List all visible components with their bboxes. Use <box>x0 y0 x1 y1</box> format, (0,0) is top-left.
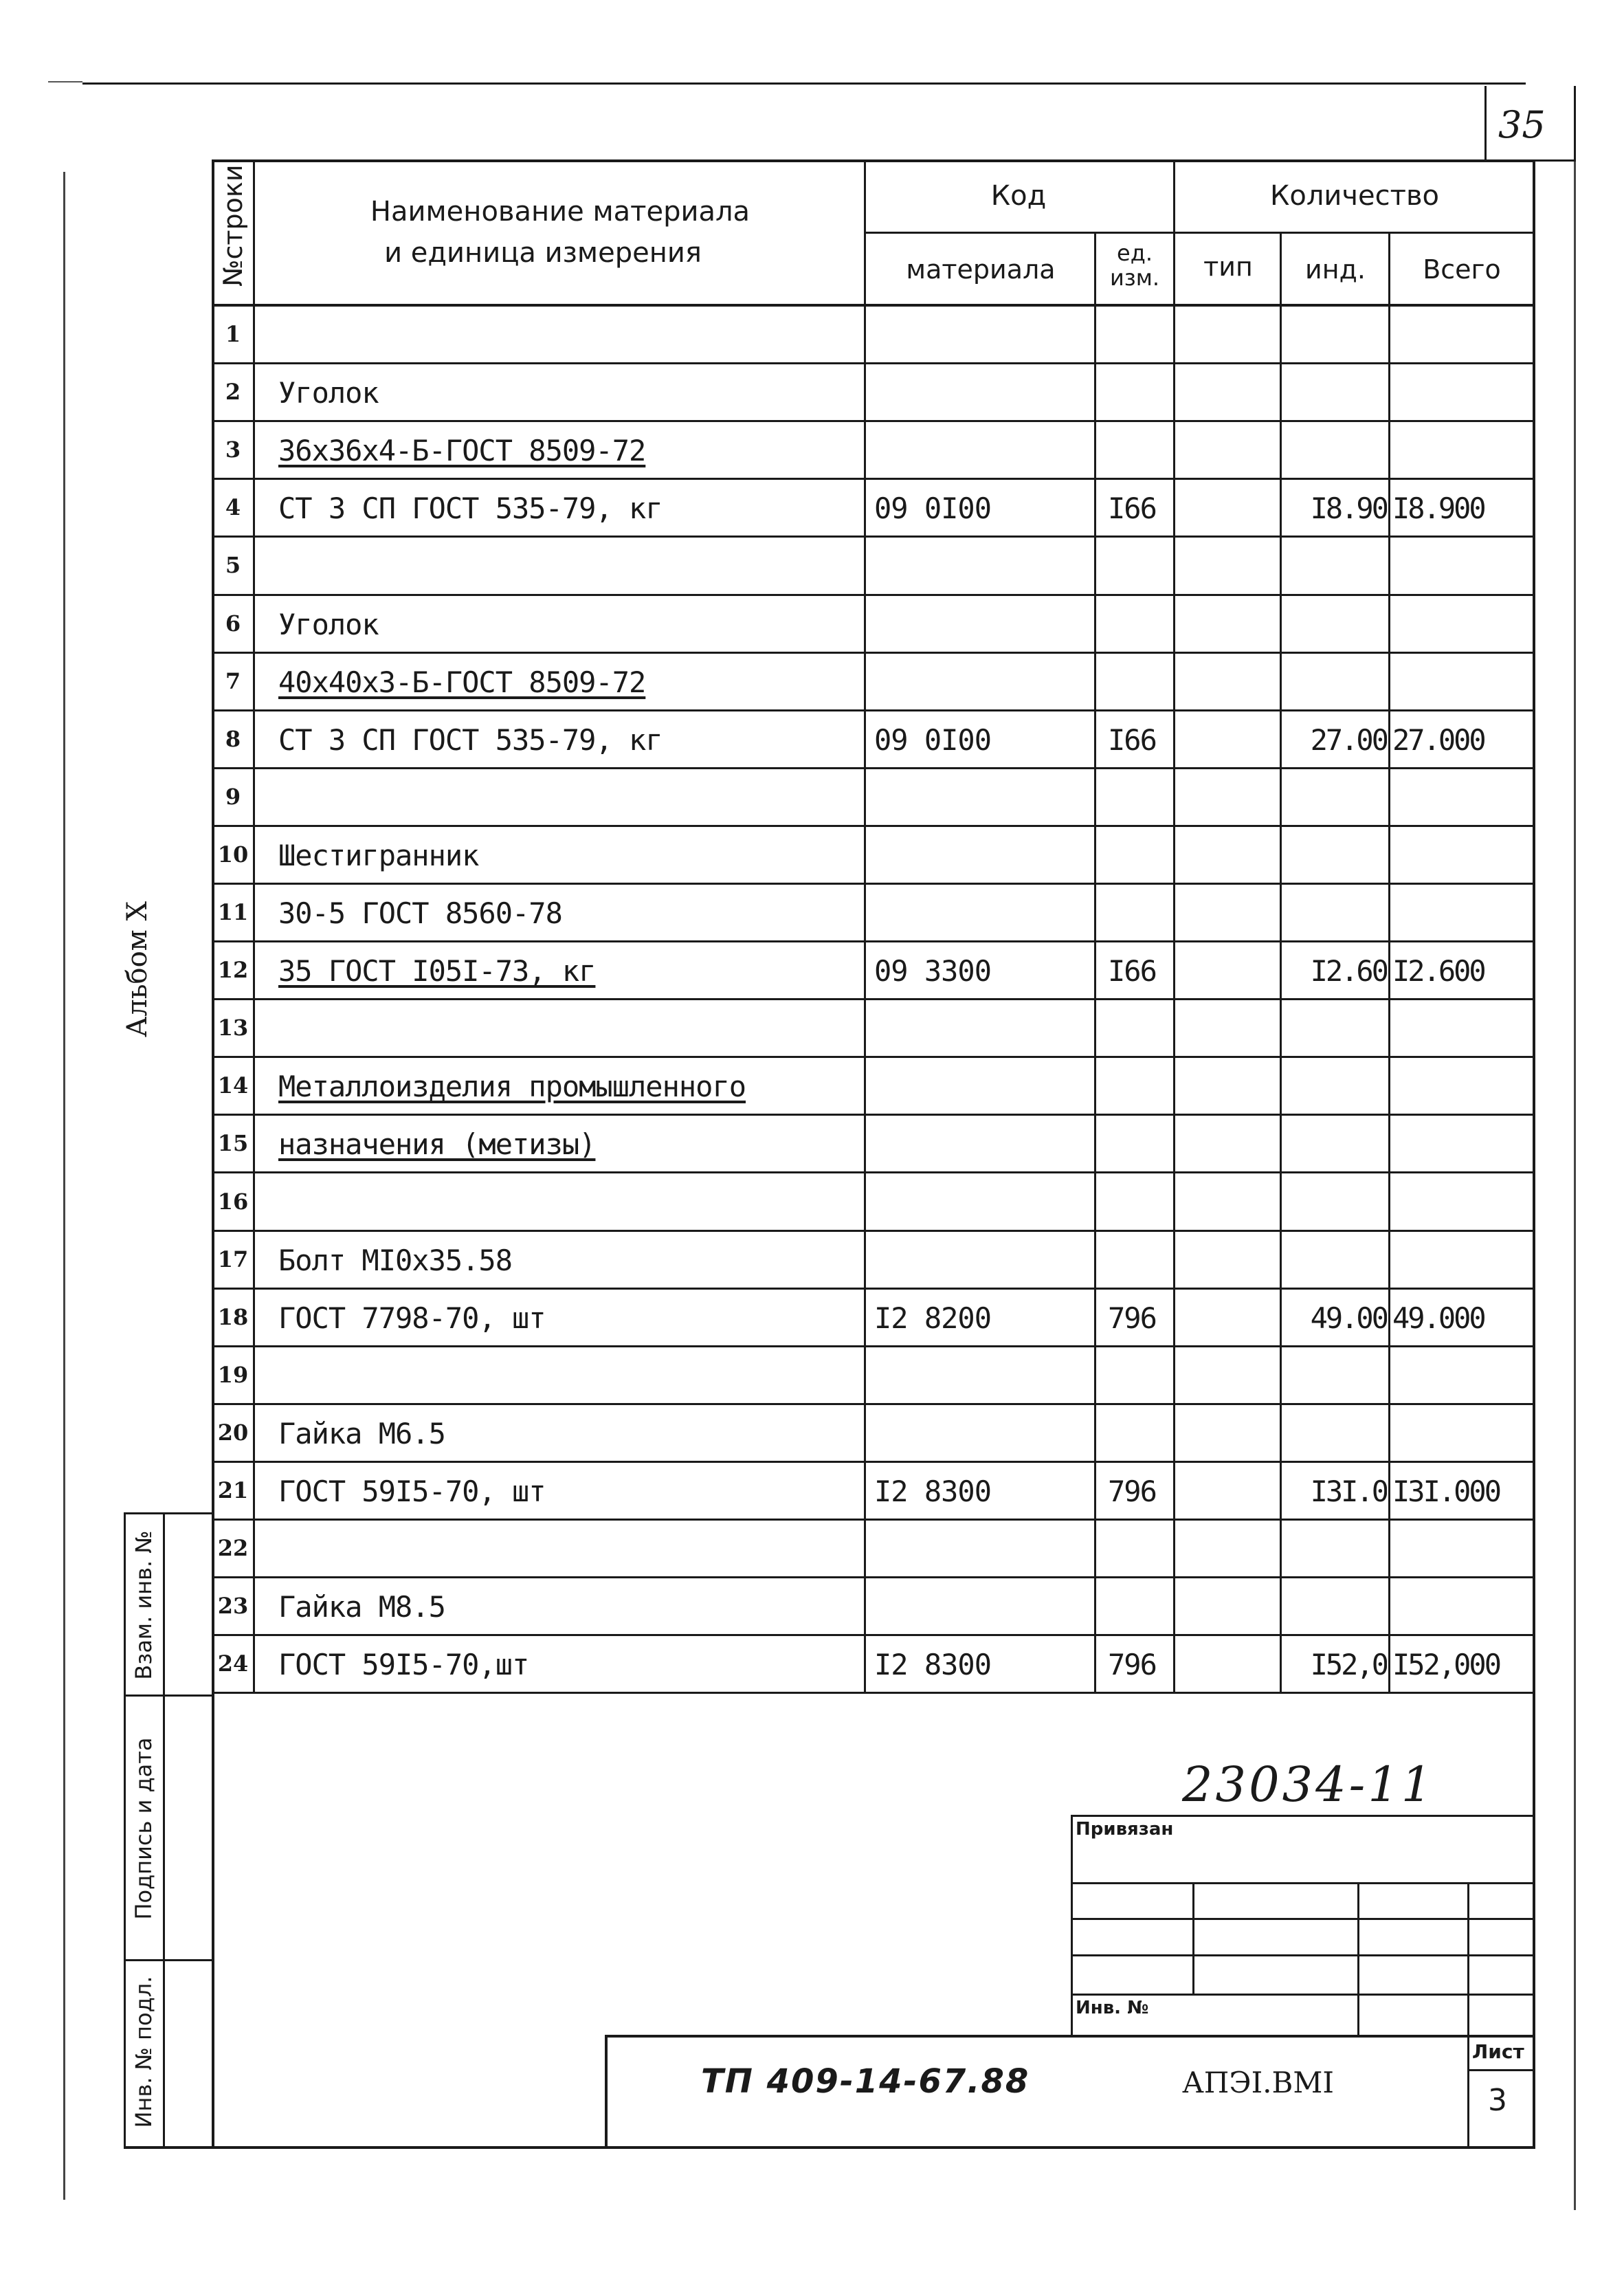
row-code: I2 8300 <box>874 1648 992 1681</box>
row-line <box>212 1403 1535 1405</box>
row-code: I2 8300 <box>874 1475 992 1508</box>
row-name: назначения (метизы) <box>278 1127 596 1161</box>
row-number: 1 <box>225 321 241 347</box>
row-number: 13 <box>217 1015 249 1041</box>
row-name: СТ 3 СП ГОСТ 535-79, кг <box>278 723 663 757</box>
stamp-v2 <box>1357 1884 1359 2036</box>
row-number: 17 <box>217 1246 249 1272</box>
stamp-v3 <box>1467 1884 1469 2146</box>
row-name: Шестигранник <box>278 839 479 872</box>
row-ind: 49.00 <box>1310 1301 1387 1335</box>
stamp-left <box>1071 1815 1073 2036</box>
row-number: 9 <box>225 784 241 810</box>
col-sep-rownum <box>253 159 255 1694</box>
stamp-sheet-line <box>1467 2069 1533 2071</box>
row-number: 19 <box>217 1362 249 1388</box>
row-line <box>212 883 1535 885</box>
stamp-line-3 <box>1071 1918 1533 1920</box>
row-line <box>212 478 1535 480</box>
row-number: 14 <box>217 1072 249 1099</box>
row-line <box>212 767 1535 769</box>
row-name: 36x36x4-Б-ГОСТ 8509-72 <box>278 434 646 467</box>
side-label-podpis: Подпись и дата <box>131 1737 157 1920</box>
row-line <box>212 652 1535 654</box>
row-number: 24 <box>217 1651 249 1677</box>
row-line <box>212 594 1535 596</box>
header-unit: ед. изм. <box>1109 240 1160 291</box>
page-number-box-left <box>1484 86 1487 162</box>
scan-mark <box>48 81 82 82</box>
row-name: 40x40x3-Б-ГОСТ 8509-72 <box>278 665 646 699</box>
row-name: ГОСТ 7798-70, шт <box>278 1301 546 1335</box>
row-line <box>212 1634 1535 1636</box>
col-sep-type <box>1280 232 1282 1694</box>
row-unit: 796 <box>1108 1301 1156 1335</box>
row-line <box>212 536 1535 538</box>
row-code: 09 0I00 <box>874 723 992 757</box>
side-stamp-mid <box>163 1512 165 2148</box>
header-material: материала <box>906 254 1056 285</box>
row-name: Болт MI0x35.58 <box>278 1244 513 1277</box>
row-total: 49.000 <box>1392 1301 1484 1335</box>
left-margin-line <box>63 172 65 2200</box>
title-block-left <box>605 2035 608 2148</box>
row-name: Уголок <box>278 608 379 641</box>
row-name: ГОСТ 59I5-70,шт <box>278 1648 529 1681</box>
right-tail-line <box>1574 2148 1576 2210</box>
row-name: СТ 3 СП ГОСТ 535-79, кг <box>278 492 663 525</box>
row-line <box>212 420 1535 422</box>
side-stamp-left <box>124 1512 126 2148</box>
stamp-line-2 <box>1071 1882 1533 1884</box>
row-code: 09 3300 <box>874 954 992 988</box>
side-stamp-sep1 <box>124 1695 212 1697</box>
header-mid-line <box>864 232 1533 234</box>
row-name: Уголок <box>278 376 379 410</box>
row-number: 11 <box>217 899 249 925</box>
row-line <box>212 1519 1535 1521</box>
header-row-no: №строки <box>218 164 248 287</box>
page-number-box-right <box>1574 86 1576 162</box>
row-line <box>212 1576 1535 1578</box>
row-unit: I66 <box>1108 492 1156 525</box>
row-ind: I3I.0 <box>1310 1475 1387 1508</box>
row-ind: 27.00 <box>1310 723 1387 757</box>
row-name: ГОСТ 59I5-70, шт <box>278 1475 546 1508</box>
frame-top <box>212 159 1535 162</box>
top-border-line <box>82 82 1526 85</box>
row-line <box>212 709 1535 711</box>
header-bottom-line <box>212 304 1535 307</box>
row-line <box>212 362 1535 364</box>
col-sep-ind <box>1388 232 1390 1694</box>
row-unit: 796 <box>1108 1475 1156 1508</box>
stamp-code: АПЭI.BMI <box>1182 2066 1334 2099</box>
row-unit: I66 <box>1108 954 1156 988</box>
stamp-line-1 <box>1071 1815 1533 1817</box>
row-number: 8 <box>225 726 241 752</box>
row-total: I8.900 <box>1392 492 1484 525</box>
row-unit: 796 <box>1108 1648 1156 1681</box>
stamp-inv-no: Инв. № <box>1076 1998 1149 2018</box>
row-line <box>212 1461 1535 1463</box>
row-number: 18 <box>217 1304 249 1330</box>
side-stamp-sep2 <box>124 1959 212 1961</box>
header-name-line2: и единица измерения <box>384 237 702 269</box>
header-total: Всего <box>1423 254 1501 285</box>
row-ind: I8.90 <box>1310 492 1387 525</box>
col-sep-code <box>1094 232 1096 1694</box>
row-line <box>212 825 1535 827</box>
row-line <box>212 1692 1535 1694</box>
row-name: Металлоизделия промышленного <box>278 1070 746 1103</box>
row-number: 5 <box>225 552 241 578</box>
handwritten-number: 23034-11 <box>1182 1756 1435 1813</box>
row-code: 09 0I00 <box>874 492 992 525</box>
header-ind: инд. <box>1305 254 1366 285</box>
row-number: 16 <box>217 1189 249 1215</box>
row-line <box>212 998 1535 1000</box>
row-total: I2.600 <box>1392 954 1484 988</box>
row-line <box>212 1288 1535 1290</box>
row-name: Гайка M8.5 <box>278 1590 445 1624</box>
row-number: 22 <box>217 1535 249 1561</box>
row-name: Гайка M6.5 <box>278 1417 445 1450</box>
page-number: 35 <box>1498 103 1546 146</box>
row-number: 6 <box>225 610 241 637</box>
col-sep-name <box>864 159 866 1694</box>
row-unit: I66 <box>1108 723 1156 757</box>
side-label-inv-podl: Инв. № подл. <box>131 1976 157 2128</box>
stamp-sheet-label: Лист <box>1472 2040 1524 2063</box>
row-line <box>212 1171 1535 1173</box>
row-line <box>212 1230 1535 1232</box>
row-ind: I52,0 <box>1310 1648 1387 1681</box>
side-stamp-top <box>124 1512 212 1514</box>
row-number: 20 <box>217 1420 249 1446</box>
row-number: 23 <box>217 1593 249 1619</box>
row-number: 21 <box>217 1477 249 1503</box>
header-name-line1: Наименование материала <box>370 196 750 228</box>
row-number: 10 <box>217 841 249 868</box>
right-margin-line <box>1574 158 1576 2200</box>
row-line <box>212 1345 1535 1347</box>
row-line <box>212 1114 1535 1116</box>
side-label-vzam: Взам. инв. № <box>131 1530 157 1680</box>
stamp-line-4 <box>1071 1954 1533 1956</box>
stamp-privyazan: Привязан <box>1076 1819 1174 1840</box>
row-number: 15 <box>217 1130 249 1156</box>
row-number: 7 <box>225 668 241 694</box>
frame-right <box>1533 159 1535 2148</box>
row-ind: I2.60 <box>1310 954 1387 988</box>
stamp-v1 <box>1192 1884 1194 1995</box>
header-quantity: Количество <box>1269 180 1439 212</box>
title-block-top <box>605 2035 1533 2038</box>
stamp-tp: ТП 409-14-67.88 <box>701 2062 1030 2101</box>
row-total: 27.000 <box>1392 723 1484 757</box>
stamp-line-5 <box>1071 1994 1533 1996</box>
stamp-sheet-no: 3 <box>1488 2083 1507 2118</box>
header-type: тип <box>1203 252 1253 282</box>
row-total: I52,000 <box>1392 1648 1500 1681</box>
header-code: Код <box>990 180 1047 212</box>
row-number: 2 <box>225 379 241 405</box>
row-number: 3 <box>225 437 241 463</box>
col-sep-unit <box>1173 159 1175 1694</box>
frame-bottom <box>124 2146 1535 2149</box>
row-name: 35 ГОСТ I05I-73, кг <box>278 954 596 988</box>
row-line <box>212 940 1535 942</box>
row-line <box>212 1056 1535 1058</box>
row-number: 12 <box>217 957 249 983</box>
row-name: 30-5 ГОСТ 8560-78 <box>278 896 562 930</box>
row-code: I2 8200 <box>874 1301 992 1335</box>
album-label: Альбом X <box>122 901 153 1037</box>
row-number: 4 <box>225 494 241 520</box>
row-total: I3I.000 <box>1392 1475 1500 1508</box>
